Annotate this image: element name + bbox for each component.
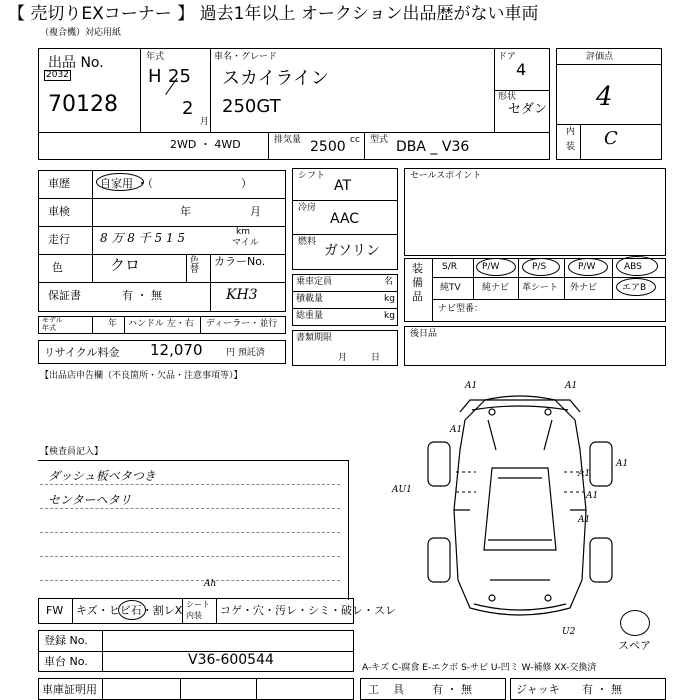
damage-mark-7: A1 xyxy=(578,515,591,525)
fw-label: FW xyxy=(46,604,64,617)
seat-label-1: シート xyxy=(186,600,210,609)
displacement-label: 排気量 xyxy=(274,135,302,145)
chassis-value: V36-600544 xyxy=(188,652,274,668)
sales-point-box xyxy=(404,168,666,256)
inspector-header: 【検査員記入】 xyxy=(40,447,104,457)
month-unit: 月 xyxy=(200,117,210,127)
equip-abs: ABS xyxy=(624,262,642,272)
cert-label: 車庫証明用 xyxy=(42,683,97,696)
equip-navi-model: ナビ型番： xyxy=(438,304,484,314)
damage-mark-4: AU1 xyxy=(392,485,412,495)
damage-mark-6: A1 xyxy=(586,491,599,501)
year-era: H xyxy=(148,66,162,87)
lot-number: 70128 xyxy=(48,92,118,117)
equip-airbag: エアB xyxy=(622,283,647,293)
damage-mark-9: U2 xyxy=(562,627,576,637)
mileage-unit-km: km xyxy=(236,227,250,237)
aircon-value: AAC xyxy=(330,211,360,227)
banner-title: 【 売切りEXコーナー 】 過去1年以上 オークション出品歴がない車両 xyxy=(8,4,539,24)
model-spec-dealer: ディーラー・並行 xyxy=(206,319,278,329)
inspection-label: 車検 xyxy=(48,205,70,218)
color-label: 色 xyxy=(52,261,63,274)
load-label: 積載量 xyxy=(296,294,324,304)
chassis-label: 車台 No. xyxy=(44,655,88,668)
recycle-unit: 円 預託済 xyxy=(226,348,265,358)
displacement-unit: cc xyxy=(350,135,360,145)
spare-tire-circle xyxy=(620,610,650,636)
scratch-circle xyxy=(118,600,146,620)
model-spec-label1: モデル xyxy=(42,316,63,324)
recycle-label: リサイクル料金 xyxy=(44,346,120,359)
after-equip-box xyxy=(404,326,666,366)
damage-mark-1: A1 xyxy=(465,381,478,391)
colorno-label: カラーNo. xyxy=(214,255,266,268)
drive-text: 2WD ・ 4WD xyxy=(170,138,241,151)
model-spec-handle: ハンドル 左・右 xyxy=(128,319,194,329)
year-month: 2 xyxy=(182,98,194,119)
equip-pw: P/W xyxy=(482,262,500,272)
interior-label-1: 内 xyxy=(566,127,576,137)
history-value: 自家用 ・（ ） xyxy=(100,177,252,190)
displacement-value: 2500 xyxy=(310,139,346,155)
model-spec-year-unit: 年 xyxy=(108,319,118,329)
mileage-value: 8 万 8 千 5 1 5 xyxy=(100,231,186,245)
mileage-label: 走行 xyxy=(48,233,70,246)
after-equip-label: 後日品 xyxy=(410,329,438,339)
equip-ext-navi: 外ナビ xyxy=(570,283,598,293)
tools-value: 有 ・ 無 xyxy=(432,683,472,696)
seat-label-2: 内装 xyxy=(186,611,202,620)
model-value: DBA _ V36 xyxy=(396,139,470,155)
reg-no-label: 登録 No. xyxy=(44,634,88,647)
history-circle xyxy=(96,173,144,191)
equip-leather: 革シート xyxy=(522,283,559,293)
colorno-value: KH3 xyxy=(226,287,258,303)
equipment-label: 装備品 xyxy=(412,262,423,303)
jack-value: 有 ・ 無 xyxy=(582,683,622,696)
fuel-value: ガソリン xyxy=(324,243,380,259)
extra-mark: Ah xyxy=(204,579,217,589)
aircon-label: 冷房 xyxy=(298,203,317,213)
car-damage-diagram xyxy=(400,380,670,640)
shift-value: AT xyxy=(334,178,352,194)
color-change-label: 色替 xyxy=(190,256,200,275)
legend-text: A-キズ C-腐食 E-エクボ S-サビ U-凹ミ W-補修 XX-交換済 xyxy=(362,663,597,673)
scratch-items: キズ・ヒビ石・割レX xyxy=(76,604,183,617)
damage-mark-3: A1 xyxy=(450,425,463,435)
equip-sr: S/R xyxy=(442,262,457,272)
lot-small: 2032 xyxy=(46,70,69,80)
recycle-value: 12,070 xyxy=(150,341,203,359)
inspector-note-1: ダッシュ板ベタつき xyxy=(48,469,156,483)
equip-pw2: P/W xyxy=(578,262,596,272)
mileage-unit-mile: マイル xyxy=(232,238,259,248)
equip-circle-2 xyxy=(522,258,560,276)
notes-header: 【出品店申告欄（不良箇所・欠品・注意事項等）】 xyxy=(40,371,243,381)
equip-circle-1 xyxy=(476,258,516,276)
fuel-label: 燃料 xyxy=(298,237,317,247)
grade-value: 4 xyxy=(596,82,613,112)
shape-label: 形状 xyxy=(498,92,517,102)
equip-circle-5 xyxy=(616,278,656,296)
warranty-label: 保証書 xyxy=(48,289,81,302)
seat-items: コゲ・穴・汚レ・シミ・破レ・スレ xyxy=(220,604,396,617)
multi-note: （複合機）対応用紙 xyxy=(40,28,122,38)
warranty-value: 有 ・ 無 xyxy=(122,289,162,302)
damage-mark-5: A1 xyxy=(578,469,591,479)
inspector-note-2: センターヘタリ xyxy=(48,493,132,507)
door-label: ドア xyxy=(498,52,516,62)
color-value: クロ xyxy=(110,256,141,274)
capacity-label: 乗車定員 xyxy=(296,277,333,287)
load-unit: kg xyxy=(384,294,395,304)
model-spec-label2: 年式 xyxy=(42,324,56,332)
weight-label: 総重量 xyxy=(296,311,324,321)
car-label: 車名・グレード xyxy=(214,52,278,62)
grade-label: 評価点 xyxy=(586,52,614,62)
door-value: 4 xyxy=(516,60,527,79)
equip-circle-3 xyxy=(568,258,608,276)
shape-value: セダン xyxy=(508,102,548,117)
doc-deadline-label: 書類期限 xyxy=(296,333,333,343)
lot-label: 出品 No. xyxy=(48,55,104,71)
year-label: 年式 xyxy=(146,52,165,62)
inspection-year-unit: 年 xyxy=(180,205,191,218)
doc-deadline-unit: 月日 xyxy=(338,353,405,363)
equip-tv: 純TV xyxy=(440,283,461,293)
equip-navi: 純ナビ xyxy=(482,283,510,293)
weight-unit: kg xyxy=(384,311,395,321)
history-label: 車歴 xyxy=(48,177,70,190)
capacity-unit: 名 xyxy=(384,277,394,287)
spare-label: スペア xyxy=(618,639,651,652)
car-name: スカイライン xyxy=(222,68,329,89)
shift-label: シフト xyxy=(298,171,326,181)
sales-point-label: セールスポイント xyxy=(410,171,482,181)
car-grade: 250GT xyxy=(222,96,281,117)
inspection-month-unit: 月 xyxy=(250,205,261,218)
interior-value: C xyxy=(604,128,618,149)
equip-circle-4 xyxy=(616,256,658,276)
damage-mark-8: A1 xyxy=(616,459,629,469)
jack-label: ジャッキ xyxy=(516,683,560,696)
interior-label-2: 装 xyxy=(566,142,576,152)
equip-ps: P/S xyxy=(532,262,547,272)
tools-label: 工具 xyxy=(368,683,418,696)
year-value: 25 xyxy=(168,66,191,87)
damage-mark-2: A1 xyxy=(565,381,578,391)
model-label: 型式 xyxy=(370,135,389,145)
